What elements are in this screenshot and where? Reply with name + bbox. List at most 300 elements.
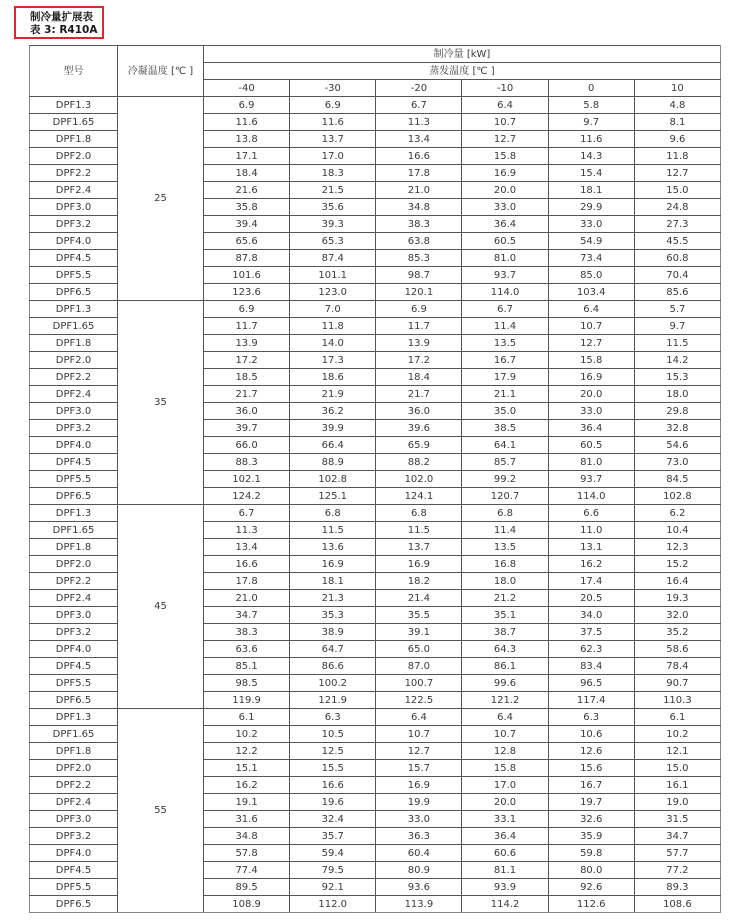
capacity-value-cell: 36.0 (376, 403, 462, 420)
capacity-value-cell: 36.4 (462, 828, 548, 845)
capacity-value-cell: 21.1 (462, 386, 548, 403)
capacity-value-cell: 9.7 (548, 114, 634, 131)
capacity-value-cell: 21.4 (376, 590, 462, 607)
capacity-value-cell: 13.7 (376, 539, 462, 556)
model-cell: DPF4.5 (30, 658, 118, 675)
capacity-value-cell: 11.4 (462, 318, 548, 335)
capacity-value-cell: 20.0 (548, 386, 634, 403)
capacity-value-cell: 32.0 (634, 607, 720, 624)
capacity-value-cell: 38.7 (462, 624, 548, 641)
capacity-value-cell: 60.5 (462, 233, 548, 250)
capacity-value-cell: 20.0 (462, 182, 548, 199)
capacity-value-cell: 77.2 (634, 862, 720, 879)
capacity-value-cell: 9.7 (634, 318, 720, 335)
capacity-value-cell: 8.1 (634, 114, 720, 131)
capacity-value-cell: 39.1 (376, 624, 462, 641)
capacity-value-cell: 13.9 (376, 335, 462, 352)
capacity-value-cell: 96.5 (548, 675, 634, 692)
capacity-value-cell: 10.2 (634, 726, 720, 743)
capacity-value-cell: 35.7 (290, 828, 376, 845)
capacity-value-cell: 10.7 (548, 318, 634, 335)
model-cell: DPF5.5 (30, 879, 118, 896)
model-cell: DPF1.3 (30, 709, 118, 726)
capacity-value-cell: 34.8 (204, 828, 290, 845)
model-cell: DPF3.0 (30, 403, 118, 420)
capacity-value-cell: 6.2 (634, 505, 720, 522)
capacity-value-cell: 124.1 (376, 488, 462, 505)
capacity-value-cell: 15.0 (634, 760, 720, 777)
capacity-value-cell: 15.4 (548, 165, 634, 182)
capacity-value-cell: 13.6 (290, 539, 376, 556)
capacity-value-cell: 87.8 (204, 250, 290, 267)
capacity-value-cell: 16.9 (548, 369, 634, 386)
model-cell: DPF5.5 (30, 267, 118, 284)
capacity-value-cell: 15.5 (290, 760, 376, 777)
capacity-value-cell: 6.9 (204, 301, 290, 318)
capacity-value-cell: 11.5 (376, 522, 462, 539)
capacity-value-cell: 12.7 (634, 165, 720, 182)
capacity-value-cell: 57.8 (204, 845, 290, 862)
capacity-value-cell: 83.4 (548, 658, 634, 675)
capacity-value-cell: 33.0 (548, 403, 634, 420)
condensing-temp-cell: 25 (118, 97, 204, 301)
capacity-value-cell: 18.0 (634, 386, 720, 403)
capacity-value-cell: 92.6 (548, 879, 634, 896)
capacity-value-cell: 31.6 (204, 811, 290, 828)
capacity-value-cell: 98.7 (376, 267, 462, 284)
capacity-value-cell: 18.1 (548, 182, 634, 199)
model-cell: DPF3.2 (30, 216, 118, 233)
model-cell: DPF2.0 (30, 556, 118, 573)
capacity-value-cell: 6.8 (462, 505, 548, 522)
capacity-value-cell: 17.8 (204, 573, 290, 590)
model-cell: DPF1.65 (30, 522, 118, 539)
capacity-value-cell: 6.3 (290, 709, 376, 726)
table-row (30, 301, 721, 318)
capacity-value-cell: 36.3 (376, 828, 462, 845)
capacity-value-cell: 88.3 (204, 454, 290, 471)
capacity-value-cell: 89.5 (204, 879, 290, 896)
capacity-value-cell: 13.1 (548, 539, 634, 556)
capacity-value-cell: 16.8 (462, 556, 548, 573)
capacity-value-cell: 100.2 (290, 675, 376, 692)
model-cell: DPF3.0 (30, 199, 118, 216)
capacity-value-cell: 84.5 (634, 471, 720, 488)
table-subtitle: 表 3: R410A (30, 24, 98, 36)
capacity-value-cell: 66.0 (204, 437, 290, 454)
capacity-value-cell: 13.7 (290, 131, 376, 148)
capacity-value-cell: 59.4 (290, 845, 376, 862)
capacity-value-cell: 16.9 (376, 556, 462, 573)
capacity-value-cell: 21.5 (290, 182, 376, 199)
capacity-value-cell: 15.8 (548, 352, 634, 369)
capacity-value-cell: 12.1 (634, 743, 720, 760)
capacity-value-cell: 13.8 (204, 131, 290, 148)
model-cell: DPF4.0 (30, 641, 118, 658)
capacity-value-cell: 64.3 (462, 641, 548, 658)
capacity-value-cell: 18.4 (376, 369, 462, 386)
capacity-value-cell: 86.6 (290, 658, 376, 675)
capacity-value-cell: 29.9 (548, 199, 634, 216)
capacity-value-cell: 93.7 (462, 267, 548, 284)
capacity-value-cell: 81.1 (462, 862, 548, 879)
capacity-value-cell: 6.6 (548, 505, 634, 522)
capacity-value-cell: 21.6 (204, 182, 290, 199)
capacity-value-cell: 34.0 (548, 607, 634, 624)
capacity-value-cell: 112.0 (290, 896, 376, 913)
capacity-value-cell: 38.5 (462, 420, 548, 437)
capacity-value-cell: 18.1 (290, 573, 376, 590)
capacity-value-cell: 32.8 (634, 420, 720, 437)
capacity-value-cell: 120.7 (462, 488, 548, 505)
capacity-value-cell: 73.4 (548, 250, 634, 267)
capacity-value-cell: 65.3 (290, 233, 376, 250)
model-cell: DPF3.2 (30, 420, 118, 437)
capacity-value-cell: 11.3 (376, 114, 462, 131)
capacity-value-cell: 6.1 (634, 709, 720, 726)
capacity-value-cell: 34.8 (376, 199, 462, 216)
capacity-value-cell: 85.7 (462, 454, 548, 471)
capacity-value-cell: 5.8 (548, 97, 634, 114)
capacity-value-cell: 16.7 (548, 777, 634, 794)
capacity-value-cell: 60.5 (548, 437, 634, 454)
capacity-value-cell: 16.2 (548, 556, 634, 573)
capacity-value-cell: 6.4 (376, 709, 462, 726)
capacity-value-cell: 5.7 (634, 301, 720, 318)
model-cell: DPF2.2 (30, 369, 118, 386)
capacity-value-cell: 57.7 (634, 845, 720, 862)
table-title-box (14, 6, 104, 39)
capacity-value-cell: 10.5 (290, 726, 376, 743)
capacity-value-cell: 18.5 (204, 369, 290, 386)
capacity-value-cell: 6.8 (290, 505, 376, 522)
capacity-value-cell: 10.7 (462, 726, 548, 743)
header-evap-temp: -40 (204, 80, 290, 97)
capacity-value-cell: 114.0 (462, 284, 548, 301)
capacity-value-cell: 12.2 (204, 743, 290, 760)
capacity-value-cell: 70.4 (634, 267, 720, 284)
capacity-value-cell: 99.2 (462, 471, 548, 488)
capacity-value-cell: 92.1 (290, 879, 376, 896)
table-title: 制冷量扩展表 (30, 11, 93, 23)
capacity-value-cell: 6.9 (376, 301, 462, 318)
capacity-value-cell: 6.9 (290, 97, 376, 114)
capacity-value-cell: 6.4 (462, 97, 548, 114)
capacity-value-cell: 11.6 (204, 114, 290, 131)
capacity-value-cell: 108.9 (204, 896, 290, 913)
capacity-value-cell: 78.4 (634, 658, 720, 675)
model-cell: DPF2.2 (30, 165, 118, 182)
capacity-value-cell: 112.6 (548, 896, 634, 913)
capacity-value-cell: 19.7 (548, 794, 634, 811)
capacity-value-cell: 15.0 (634, 182, 720, 199)
capacity-value-cell: 65.0 (376, 641, 462, 658)
capacity-value-cell: 54.6 (634, 437, 720, 454)
capacity-value-cell: 11.8 (634, 148, 720, 165)
capacity-value-cell: 121.9 (290, 692, 376, 709)
capacity-value-cell: 12.6 (548, 743, 634, 760)
capacity-value-cell: 33.1 (462, 811, 548, 828)
capacity-value-cell: 15.2 (634, 556, 720, 573)
capacity-value-cell: 21.3 (290, 590, 376, 607)
table-header (30, 46, 721, 97)
capacity-value-cell: 6.4 (548, 301, 634, 318)
capacity-value-cell: 16.1 (634, 777, 720, 794)
model-cell: DPF4.0 (30, 233, 118, 250)
capacity-value-cell: 102.0 (376, 471, 462, 488)
capacity-value-cell: 123.6 (204, 284, 290, 301)
model-cell: DPF6.5 (30, 692, 118, 709)
capacity-value-cell: 6.7 (376, 97, 462, 114)
model-cell: DPF2.0 (30, 148, 118, 165)
capacity-value-cell: 124.2 (204, 488, 290, 505)
capacity-value-cell: 15.1 (204, 760, 290, 777)
model-cell: DPF2.0 (30, 760, 118, 777)
model-cell: DPF1.8 (30, 539, 118, 556)
capacity-value-cell: 60.6 (462, 845, 548, 862)
capacity-value-cell: 10.2 (204, 726, 290, 743)
capacity-value-cell: 9.6 (634, 131, 720, 148)
capacity-value-cell: 102.8 (290, 471, 376, 488)
capacity-value-cell: 38.9 (290, 624, 376, 641)
capacity-value-cell: 7.0 (290, 301, 376, 318)
capacity-value-cell: 12.5 (290, 743, 376, 760)
capacity-value-cell: 102.8 (634, 488, 720, 505)
capacity-value-cell: 6.1 (204, 709, 290, 726)
capacity-value-cell: 35.9 (548, 828, 634, 845)
condensing-temp-cell: 45 (118, 505, 204, 709)
capacity-value-cell: 113.9 (376, 896, 462, 913)
header-capacity: 制冷量 [kW] (204, 46, 721, 63)
model-cell: DPF6.5 (30, 896, 118, 913)
capacity-value-cell: 85.6 (634, 284, 720, 301)
model-cell: DPF1.8 (30, 743, 118, 760)
model-cell: DPF2.4 (30, 386, 118, 403)
model-cell: DPF2.4 (30, 590, 118, 607)
capacity-value-cell: 93.6 (376, 879, 462, 896)
capacity-value-cell: 14.2 (634, 352, 720, 369)
capacity-value-cell: 6.3 (548, 709, 634, 726)
capacity-value-cell: 90.7 (634, 675, 720, 692)
capacity-value-cell: 39.3 (290, 216, 376, 233)
model-cell: DPF4.0 (30, 845, 118, 862)
capacity-value-cell: 21.0 (376, 182, 462, 199)
capacity-value-cell: 38.3 (376, 216, 462, 233)
capacity-value-cell: 65.6 (204, 233, 290, 250)
capacity-value-cell: 120.1 (376, 284, 462, 301)
capacity-value-cell: 81.0 (462, 250, 548, 267)
capacity-value-cell: 35.6 (290, 199, 376, 216)
capacity-value-cell: 32.6 (548, 811, 634, 828)
capacity-value-cell: 18.6 (290, 369, 376, 386)
capacity-value-cell: 125.1 (290, 488, 376, 505)
refrigeration-capacity-table (29, 45, 721, 913)
capacity-value-cell: 77.4 (204, 862, 290, 879)
capacity-value-cell: 10.4 (634, 522, 720, 539)
capacity-value-cell: 13.4 (204, 539, 290, 556)
capacity-value-cell: 63.8 (376, 233, 462, 250)
capacity-value-cell: 36.0 (204, 403, 290, 420)
capacity-value-cell: 33.0 (462, 199, 548, 216)
capacity-value-cell: 11.6 (290, 114, 376, 131)
model-cell: DPF1.3 (30, 301, 118, 318)
capacity-value-cell: 93.9 (462, 879, 548, 896)
capacity-value-cell: 19.9 (376, 794, 462, 811)
header-evap-temp: -20 (376, 80, 462, 97)
capacity-value-cell: 33.0 (376, 811, 462, 828)
header-model: 型号 (30, 46, 118, 97)
capacity-value-cell: 123.0 (290, 284, 376, 301)
model-cell: DPF1.8 (30, 335, 118, 352)
capacity-value-cell: 17.4 (548, 573, 634, 590)
header-evap-temp: 10 (634, 80, 720, 97)
capacity-value-cell: 33.0 (548, 216, 634, 233)
model-cell: DPF1.65 (30, 318, 118, 335)
capacity-value-cell: 14.3 (548, 148, 634, 165)
capacity-value-cell: 27.3 (634, 216, 720, 233)
capacity-value-cell: 63.6 (204, 641, 290, 658)
model-cell: DPF1.3 (30, 505, 118, 522)
capacity-value-cell: 13.4 (376, 131, 462, 148)
capacity-value-cell: 86.1 (462, 658, 548, 675)
capacity-value-cell: 17.0 (290, 148, 376, 165)
capacity-value-cell: 15.6 (548, 760, 634, 777)
table-row (30, 505, 721, 522)
capacity-value-cell: 21.9 (290, 386, 376, 403)
model-cell: DPF5.5 (30, 471, 118, 488)
model-cell: DPF3.2 (30, 828, 118, 845)
capacity-value-cell: 34.7 (634, 828, 720, 845)
capacity-value-cell: 18.3 (290, 165, 376, 182)
capacity-value-cell: 6.7 (204, 505, 290, 522)
model-cell: DPF1.65 (30, 114, 118, 131)
capacity-value-cell: 24.8 (634, 199, 720, 216)
capacity-value-cell: 73.0 (634, 454, 720, 471)
capacity-value-cell: 100.7 (376, 675, 462, 692)
table-row (30, 709, 721, 726)
model-cell: DPF1.3 (30, 97, 118, 114)
capacity-value-cell: 114.0 (548, 488, 634, 505)
capacity-value-cell: 85.0 (548, 267, 634, 284)
capacity-value-cell: 119.9 (204, 692, 290, 709)
capacity-value-cell: 39.9 (290, 420, 376, 437)
capacity-value-cell: 16.6 (204, 556, 290, 573)
capacity-value-cell: 37.5 (548, 624, 634, 641)
capacity-value-cell: 16.9 (376, 777, 462, 794)
capacity-value-cell: 21.2 (462, 590, 548, 607)
capacity-value-cell: 66.4 (290, 437, 376, 454)
capacity-value-cell: 11.4 (462, 522, 548, 539)
capacity-value-cell: 11.7 (204, 318, 290, 335)
capacity-value-cell: 58.6 (634, 641, 720, 658)
header-evap-temp: 0 (548, 80, 634, 97)
capacity-value-cell: 10.7 (462, 114, 548, 131)
capacity-value-cell: 16.9 (290, 556, 376, 573)
capacity-value-cell: 16.7 (462, 352, 548, 369)
capacity-value-cell: 15.7 (376, 760, 462, 777)
capacity-value-cell: 108.6 (634, 896, 720, 913)
capacity-value-cell: 20.5 (548, 590, 634, 607)
capacity-value-cell: 87.4 (290, 250, 376, 267)
capacity-value-cell: 16.2 (204, 777, 290, 794)
capacity-value-cell: 98.5 (204, 675, 290, 692)
capacity-value-cell: 17.9 (462, 369, 548, 386)
capacity-value-cell: 45.5 (634, 233, 720, 250)
capacity-value-cell: 85.3 (376, 250, 462, 267)
capacity-value-cell: 121.2 (462, 692, 548, 709)
capacity-value-cell: 16.6 (376, 148, 462, 165)
capacity-value-cell: 15.8 (462, 148, 548, 165)
capacity-value-cell: 21.7 (376, 386, 462, 403)
model-cell: DPF6.5 (30, 284, 118, 301)
header-evap-temp: -30 (290, 80, 376, 97)
condensing-temp-cell: 55 (118, 709, 204, 913)
model-cell: DPF2.4 (30, 182, 118, 199)
capacity-value-cell: 88.2 (376, 454, 462, 471)
capacity-value-cell: 103.4 (548, 284, 634, 301)
capacity-value-cell: 35.8 (204, 199, 290, 216)
capacity-value-cell: 110.3 (634, 692, 720, 709)
header-evaporating-temp: 蒸发温度 [℃ ] (204, 63, 721, 80)
model-cell: DPF4.5 (30, 862, 118, 879)
capacity-value-cell: 19.1 (204, 794, 290, 811)
capacity-value-cell: 12.7 (376, 743, 462, 760)
capacity-value-cell: 39.4 (204, 216, 290, 233)
capacity-value-cell: 117.4 (548, 692, 634, 709)
capacity-value-cell: 11.5 (634, 335, 720, 352)
capacity-value-cell: 19.0 (634, 794, 720, 811)
capacity-value-cell: 54.9 (548, 233, 634, 250)
capacity-value-cell: 11.8 (290, 318, 376, 335)
capacity-value-cell: 89.3 (634, 879, 720, 896)
model-cell: DPF1.65 (30, 726, 118, 743)
capacity-value-cell: 35.1 (462, 607, 548, 624)
capacity-value-cell: 101.1 (290, 267, 376, 284)
capacity-value-cell: 20.0 (462, 794, 548, 811)
model-cell: DPF4.5 (30, 454, 118, 471)
capacity-value-cell: 114.2 (462, 896, 548, 913)
capacity-value-cell: 31.5 (634, 811, 720, 828)
model-cell: DPF1.8 (30, 131, 118, 148)
capacity-value-cell: 35.2 (634, 624, 720, 641)
condensing-temp-cell: 35 (118, 301, 204, 505)
capacity-value-cell: 60.8 (634, 250, 720, 267)
capacity-value-cell: 13.5 (462, 335, 548, 352)
capacity-value-cell: 17.8 (376, 165, 462, 182)
model-cell: DPF3.0 (30, 607, 118, 624)
capacity-value-cell: 80.9 (376, 862, 462, 879)
capacity-value-cell: 11.3 (204, 522, 290, 539)
table-body (30, 97, 721, 913)
model-cell: DPF2.2 (30, 573, 118, 590)
model-cell: DPF2.4 (30, 794, 118, 811)
capacity-value-cell: 36.4 (548, 420, 634, 437)
header-evap-temp: -10 (462, 80, 548, 97)
capacity-value-cell: 59.8 (548, 845, 634, 862)
capacity-value-cell: 11.5 (290, 522, 376, 539)
capacity-value-cell: 21.0 (204, 590, 290, 607)
capacity-value-cell: 16.4 (634, 573, 720, 590)
capacity-value-cell: 10.7 (376, 726, 462, 743)
capacity-value-cell: 11.7 (376, 318, 462, 335)
capacity-value-cell: 102.1 (204, 471, 290, 488)
model-cell: DPF3.0 (30, 811, 118, 828)
capacity-value-cell: 64.1 (462, 437, 548, 454)
capacity-value-cell: 21.7 (204, 386, 290, 403)
capacity-value-cell: 36.4 (462, 216, 548, 233)
capacity-value-cell: 15.8 (462, 760, 548, 777)
capacity-value-cell: 16.6 (290, 777, 376, 794)
